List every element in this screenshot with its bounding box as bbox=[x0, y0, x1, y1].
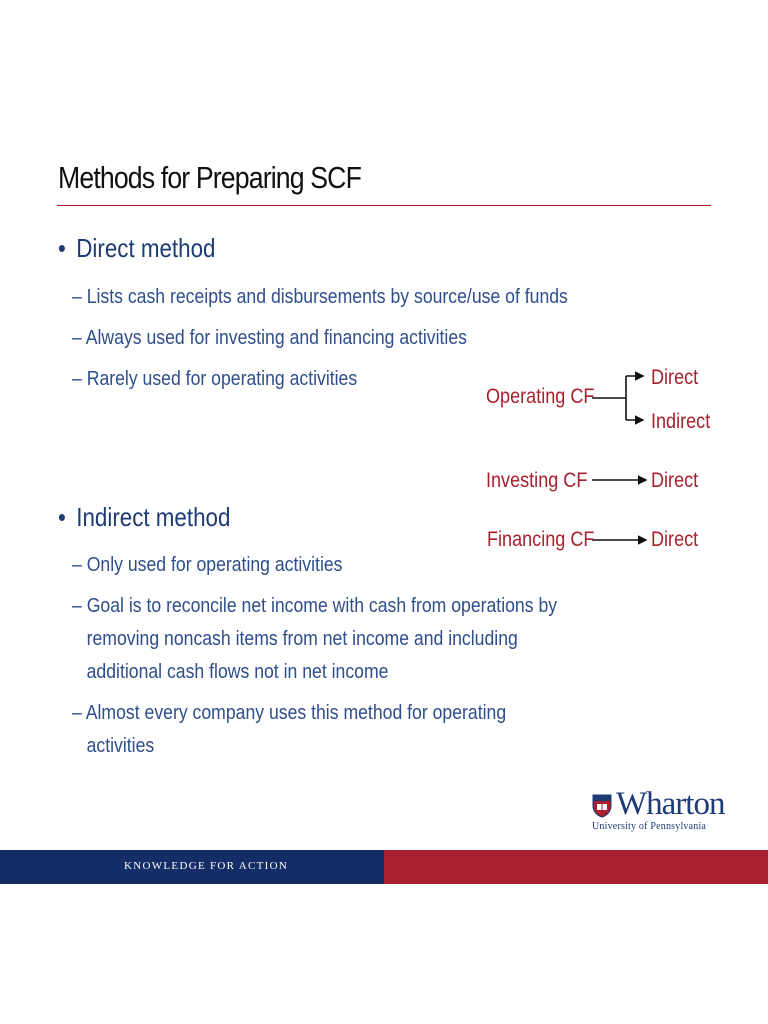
investing-direct-label: Direct bbox=[651, 469, 699, 492]
bullet-dot: • bbox=[58, 233, 66, 263]
shield-icon bbox=[592, 794, 612, 818]
logo-subtitle: University of Pennsylvania bbox=[592, 821, 707, 832]
list-item: – Only used for operating activities bbox=[72, 553, 343, 576]
wharton-logo bbox=[592, 786, 725, 836]
list-item-continued: removing noncash items from net income and including bbox=[86, 627, 518, 650]
logo-wordmark: Wharton bbox=[616, 786, 725, 822]
list-item-continued: activities bbox=[86, 734, 155, 757]
list-item: – Goal is to reconcile net income with cash from operations by bbox=[72, 594, 558, 617]
operating-indirect-label: Indirect bbox=[651, 410, 711, 433]
indirect-method-heading: Indirect method bbox=[76, 502, 231, 532]
financing-cf-label: Financing CF bbox=[487, 528, 595, 551]
list-item-continued: additional cash flows not in net income bbox=[86, 660, 389, 683]
list-item: – Almost every company uses this method for operating bbox=[72, 701, 507, 724]
financing-direct-label: Direct bbox=[651, 528, 699, 551]
operating-connector bbox=[592, 376, 643, 420]
investing-cf-label: Investing CF bbox=[486, 469, 588, 492]
list-item: – Rarely used for operating activities bbox=[72, 367, 358, 390]
direct-method-heading: Direct method bbox=[76, 233, 216, 263]
footer-red-band bbox=[384, 850, 768, 884]
operating-direct-label: Direct bbox=[651, 366, 699, 389]
page-title: Methods for Preparing SCF bbox=[58, 160, 362, 195]
bullet-dot: • bbox=[58, 502, 66, 532]
footer-tagline: KNOWLEDGE FOR ACTION bbox=[124, 860, 289, 872]
list-item: – Always used for investing and financing activities bbox=[72, 326, 467, 349]
operating-cf-label: Operating CF bbox=[486, 385, 595, 408]
list-item: – Lists cash receipts and disbursements by source/use of funds bbox=[72, 285, 568, 308]
